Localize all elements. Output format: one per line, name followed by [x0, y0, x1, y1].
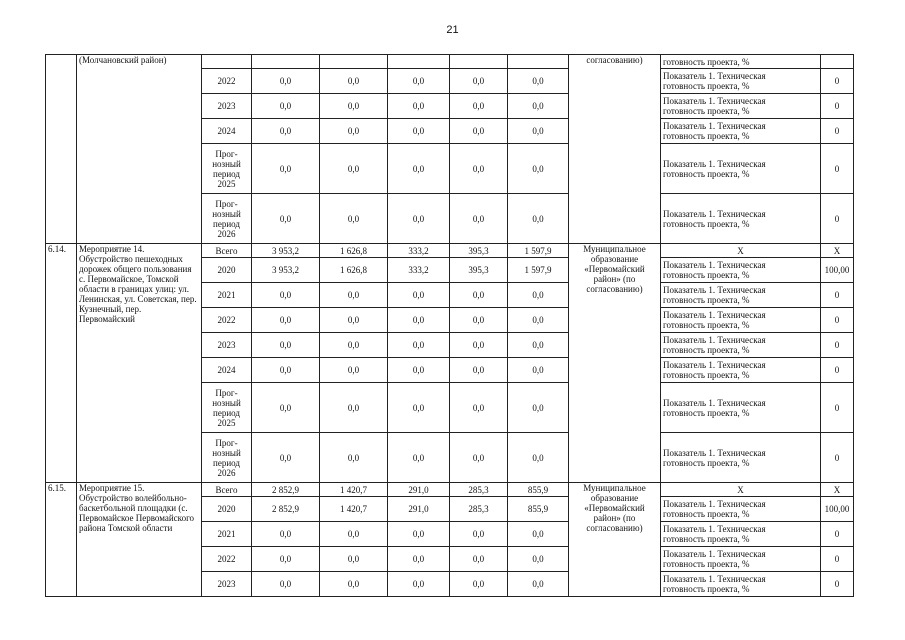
indicator-line: Показатель 1. Техническая	[663, 121, 766, 131]
funding-cell: 0,0	[450, 144, 508, 194]
total-cell: 3 953,2	[252, 258, 320, 283]
indicator-cell	[661, 383, 821, 433]
total-cell: 0,0	[252, 572, 320, 597]
funding-cell: 0,0	[320, 194, 388, 244]
indicator-value-cell: 0	[821, 94, 854, 119]
page-number: 21	[446, 24, 459, 36]
empty-cell	[450, 55, 508, 69]
year-cell: 2022	[202, 308, 252, 333]
funding-cell: 0,0	[508, 522, 569, 547]
funding-cell: 0,0	[388, 94, 450, 119]
indicator-cell	[661, 194, 821, 244]
total-cell: 0,0	[252, 333, 320, 358]
indicator-value-cell	[821, 55, 854, 69]
year-cell: 2021	[202, 522, 252, 547]
total-cell: 0,0	[252, 283, 320, 308]
indicator-value-cell: 0	[821, 144, 854, 194]
year-cell: Прог-нозный период 2025	[202, 144, 252, 194]
indicator-line: готовность проекта, %	[663, 407, 750, 418]
indicator-line: Показатель 1. Техническая	[663, 260, 766, 270]
name-cell: (Молчановский район)	[77, 55, 202, 244]
indicator-cell	[661, 547, 821, 572]
year-cell: 2022	[202, 69, 252, 94]
funding-cell: 0,0	[388, 333, 450, 358]
funding-cell: 0,0	[388, 119, 450, 144]
year-cell: 2022	[202, 547, 252, 572]
empty-cell	[202, 55, 252, 69]
funding-cell: 0,0	[320, 522, 388, 547]
funding-cell: 0,0	[450, 433, 508, 483]
funding-cell: 0,0	[450, 194, 508, 244]
funding-cell: 0,0	[388, 144, 450, 194]
funding-cell: 0,0	[508, 144, 569, 194]
year-cell: Всего	[202, 483, 252, 497]
indicator-line: Показатель 1. Техническая	[663, 524, 766, 534]
indicator-value-cell: 100,00	[821, 497, 854, 522]
indicator-line: Показатель 1. Техническая	[663, 285, 766, 295]
funding-cell: 0,0	[320, 383, 388, 433]
funding-cell: 0,0	[388, 308, 450, 333]
indicator-value-cell: 100,00	[821, 258, 854, 283]
table-body	[46, 55, 854, 597]
funding-cell: 0,0	[508, 433, 569, 483]
indicator-cell	[661, 144, 821, 194]
year-cell: 2024	[202, 358, 252, 383]
funding-cell: 0,0	[508, 119, 569, 144]
year-cell: 2023	[202, 572, 252, 597]
executor-cell: согласованию)	[569, 55, 661, 244]
funding-cell: 0,0	[450, 119, 508, 144]
indicator-value-cell: 0	[821, 547, 854, 572]
funding-cell: 1 420,7	[320, 483, 388, 497]
funding-cell: 1 626,8	[320, 244, 388, 258]
indicator-line: Показатель 1. Техническая	[663, 71, 766, 81]
table-row	[46, 244, 854, 258]
funding-cell: 0,0	[388, 358, 450, 383]
item-number: 6.15.	[46, 483, 77, 597]
funding-cell: 0,0	[450, 547, 508, 572]
indicator-value-cell: 0	[821, 433, 854, 483]
funding-cell: 0,0	[450, 522, 508, 547]
funding-cell: 0,0	[320, 358, 388, 383]
indicator-line: Показатель 1. Техническая	[663, 574, 766, 584]
funding-cell: 285,3	[450, 497, 508, 522]
total-cell: 2 852,9	[252, 483, 320, 497]
funding-cell: 855,9	[508, 497, 569, 522]
total-cell: 0,0	[252, 308, 320, 333]
total-cell: 0,0	[252, 547, 320, 572]
funding-cell: 0,0	[450, 333, 508, 358]
total-cell: 0,0	[252, 94, 320, 119]
indicator-value-cell: Х	[821, 483, 854, 497]
total-cell: 0,0	[252, 119, 320, 144]
indicator-cell	[661, 69, 821, 94]
indicator-cell	[661, 433, 821, 483]
funding-cell: 0,0	[508, 94, 569, 119]
funding-cell: 0,0	[320, 308, 388, 333]
indicator-cell: Х	[661, 483, 821, 497]
funding-cell: 0,0	[450, 308, 508, 333]
funding-cell: 0,0	[320, 69, 388, 94]
funding-cell: 0,0	[508, 383, 569, 433]
funding-cell: 0,0	[320, 433, 388, 483]
indicator-value-cell: 0	[821, 572, 854, 597]
year-cell: 2020	[202, 258, 252, 283]
funding-cell: 291,0	[388, 483, 450, 497]
indicator-value-cell: 0	[821, 522, 854, 547]
total-cell: 0,0	[252, 522, 320, 547]
year-cell: Прог-нозный период 2026	[202, 433, 252, 483]
funding-cell: 0,0	[508, 547, 569, 572]
funding-cell: 0,0	[450, 283, 508, 308]
funding-cell: 0,0	[508, 572, 569, 597]
indicator-cell	[661, 283, 821, 308]
indicator-cell	[661, 333, 821, 358]
funding-cell: 0,0	[388, 283, 450, 308]
indicator-value-cell: 0	[821, 69, 854, 94]
indicator-line: готовность проекта, %	[663, 270, 750, 280]
total-cell: 0,0	[252, 194, 320, 244]
empty-cell	[508, 55, 569, 69]
indicator-line: готовность проекта, %	[663, 509, 750, 519]
funding-cell: 333,2	[388, 244, 450, 258]
funding-cell: 0,0	[388, 522, 450, 547]
funding-cell: 0,0	[508, 333, 569, 358]
indicator-line: готовность проекта, %	[663, 81, 750, 91]
indicator-line: Показатель 1. Техническая	[663, 499, 766, 509]
total-cell: 0,0	[252, 433, 320, 483]
item-name: Мероприятие 15. Обустройство волейбольно-баскетбольной площадки (с. Первомайское Первомайского района Томской области	[77, 483, 202, 597]
funding-cell: 0,0	[320, 283, 388, 308]
year-cell: Всего	[202, 244, 252, 258]
financing-table	[45, 54, 854, 597]
total-cell: 0,0	[252, 144, 320, 194]
funding-cell: 333,2	[388, 258, 450, 283]
funding-cell: 0,0	[508, 283, 569, 308]
table-row	[46, 55, 854, 69]
funding-cell: 395,3	[450, 258, 508, 283]
year-cell: 2023	[202, 333, 252, 358]
item-name: Мероприятие 14. Обустройство пешеходных дорожек общего пользования с. Первомайское, Томской области в границах улиц: ул. Ленинская, ул. Советская, пер. Кузнечный, пер. Первомайский	[77, 244, 202, 483]
indicator-line: готовность проекта, %	[663, 534, 750, 544]
year-cell: Прог-нозный период 2025	[202, 383, 252, 433]
funding-cell: 1 420,7	[320, 497, 388, 522]
indicator-line: готовность проекта, %	[663, 584, 750, 594]
indicator-value-cell: 0	[821, 358, 854, 383]
funding-cell: 0,0	[388, 572, 450, 597]
indicator-cell	[661, 358, 821, 383]
indicator-cell	[661, 119, 821, 144]
funding-cell: 0,0	[320, 94, 388, 119]
funding-cell: 0,0	[508, 358, 569, 383]
funding-cell: 0,0	[388, 433, 450, 483]
indicator-value-cell: 0	[821, 308, 854, 333]
total-cell: 0,0	[252, 358, 320, 383]
indicator-line: Показатель 1. Техническая	[663, 397, 766, 408]
funding-cell: 0,0	[508, 194, 569, 244]
item-number: 6.14.	[46, 244, 77, 483]
indicator-value-cell: Х	[821, 244, 854, 258]
executor-cell: Муниципальное образование «Первомайский район» (по согласованию)	[569, 244, 661, 483]
indicator-line: готовность проекта, %	[663, 370, 750, 380]
funding-cell: 0,0	[388, 69, 450, 94]
indicator-line: Показатель 1. Техническая	[663, 158, 766, 169]
funding-cell: 0,0	[450, 358, 508, 383]
indicator-line: Показатель 1. Техническая	[663, 208, 766, 219]
funding-cell: 0,0	[320, 572, 388, 597]
empty-cell	[388, 55, 450, 69]
indicator-cell	[661, 572, 821, 597]
funding-cell: 1 626,8	[320, 258, 388, 283]
year-cell: 2024	[202, 119, 252, 144]
indicator-line: Показатель 1. Техническая	[663, 310, 766, 320]
indicator-line: Показатель 1. Техническая	[663, 360, 766, 370]
year-cell: 2023	[202, 94, 252, 119]
indicator-line: готовность проекта, %	[663, 218, 750, 229]
funding-cell: 1 597,9	[508, 258, 569, 283]
indicator-cell: готовность проекта, %	[661, 55, 821, 69]
total-cell: 0,0	[252, 69, 320, 94]
total-cell: 3 953,2	[252, 244, 320, 258]
funding-cell: 0,0	[320, 144, 388, 194]
funding-cell: 0,0	[388, 547, 450, 572]
indicator-line: готовность проекта, %	[663, 559, 750, 569]
indicator-line: Показатель 1. Техническая	[663, 335, 766, 345]
indicator-cell	[661, 94, 821, 119]
empty-cell	[252, 55, 320, 69]
indicator-cell	[661, 522, 821, 547]
indicator-line: Показатель 1. Техническая	[663, 447, 766, 458]
indicator-line: Показатель 1. Техническая	[663, 96, 766, 106]
indicator-cell: Х	[661, 244, 821, 258]
year-cell: 2020	[202, 497, 252, 522]
indicator-line: готовность проекта, %	[663, 131, 750, 141]
funding-cell: 0,0	[508, 308, 569, 333]
funding-cell: 1 597,9	[508, 244, 569, 258]
funding-cell: 285,3	[450, 483, 508, 497]
indicator-line: готовность проекта, %	[663, 320, 750, 330]
indicator-line: готовность проекта, %	[663, 168, 750, 179]
year-cell: Прог-нозный период 2026	[202, 194, 252, 244]
indicator-value-cell: 0	[821, 194, 854, 244]
indicator-line: готовность проекта, %	[663, 106, 750, 116]
funding-cell: 0,0	[450, 572, 508, 597]
empty-cell	[320, 55, 388, 69]
total-cell: 0,0	[252, 383, 320, 433]
funding-cell: 0,0	[450, 94, 508, 119]
indicator-line: готовность проекта, %	[663, 295, 750, 305]
indicator-value-cell: 0	[821, 119, 854, 144]
indicator-line: готовность проекта, %	[663, 457, 750, 468]
funding-cell: 855,9	[508, 483, 569, 497]
funding-cell: 0,0	[388, 194, 450, 244]
funding-cell: 0,0	[508, 69, 569, 94]
indicator-cell	[661, 497, 821, 522]
funding-cell: 0,0	[450, 383, 508, 433]
indicator-cell	[661, 308, 821, 333]
indicator-value-cell: 0	[821, 283, 854, 308]
funding-cell: 291,0	[388, 497, 450, 522]
indicator-line: готовность проекта, %	[663, 345, 750, 355]
num-cell	[46, 55, 77, 244]
indicator-cell	[661, 258, 821, 283]
indicator-line: Показатель 1. Техническая	[663, 549, 766, 559]
funding-cell: 0,0	[320, 333, 388, 358]
funding-cell: 0,0	[320, 547, 388, 572]
executor-cell: Муниципальное образование «Первомайский район» (по согласованию)	[569, 483, 661, 597]
indicator-value-cell: 0	[821, 333, 854, 358]
funding-cell: 0,0	[388, 383, 450, 433]
indicator-value-cell: 0	[821, 383, 854, 433]
funding-cell: 395,3	[450, 244, 508, 258]
table-row	[46, 483, 854, 497]
year-cell: 2021	[202, 283, 252, 308]
funding-cell: 0,0	[450, 69, 508, 94]
funding-cell: 0,0	[320, 119, 388, 144]
total-cell: 2 852,9	[252, 497, 320, 522]
